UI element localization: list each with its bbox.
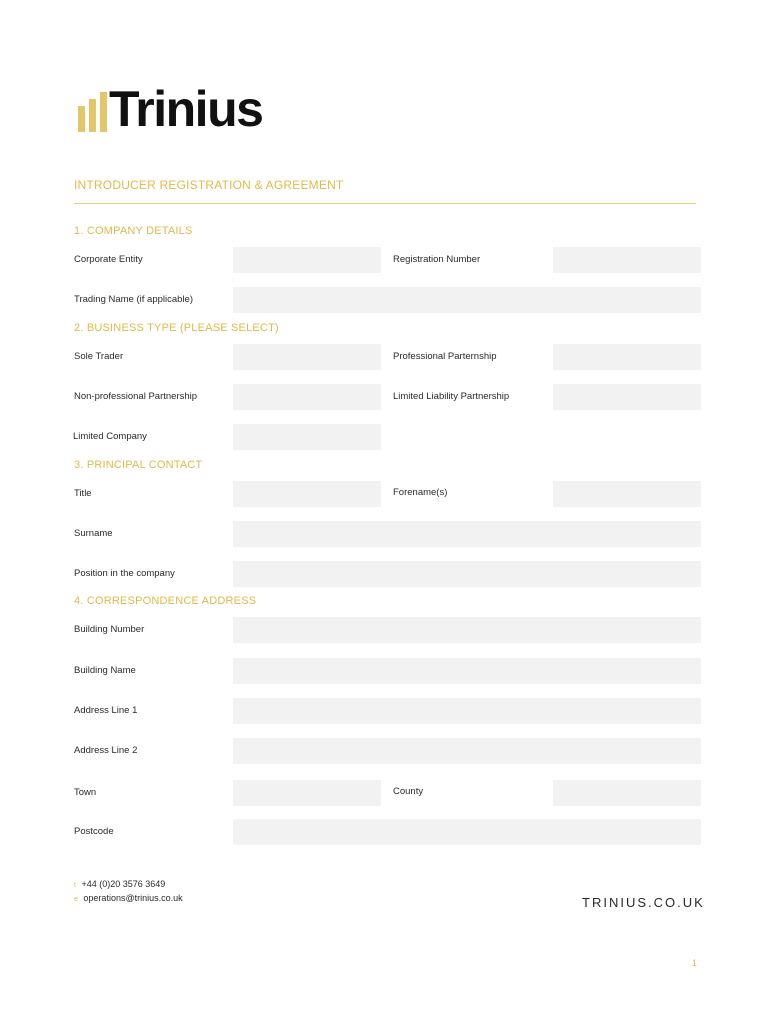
llp-field[interactable] (553, 384, 701, 410)
label-address-line-1: Address Line 1 (74, 705, 138, 716)
email-key: e (74, 896, 78, 903)
footer-phone (74, 878, 183, 892)
professional-partnership-field[interactable] (553, 344, 701, 370)
address-line-1-field[interactable] (233, 698, 701, 724)
surname-field[interactable] (233, 521, 701, 547)
email-address[interactable]: operations@trinius.co.uk (83, 893, 183, 903)
limited-company-field[interactable] (233, 424, 381, 450)
label-building-number: Building Number (74, 624, 145, 635)
logo-bars-icon (78, 92, 107, 132)
registration-number-field[interactable] (553, 247, 701, 273)
section-heading-principal-contact: 3. PRINCIPAL CONTACT (74, 459, 203, 471)
trading-name-field[interactable] (233, 287, 701, 313)
label-llp: Limited Liability Partnership (393, 391, 510, 402)
title-field[interactable] (233, 481, 381, 507)
phone-key: t (74, 882, 76, 889)
label-sole-trader: Sole Trader (74, 351, 124, 362)
label-title: Title (74, 488, 92, 499)
town-field[interactable] (233, 780, 381, 806)
document-title: INTRODUCER REGISTRATION & AGREEMENT (74, 178, 344, 192)
sole-trader-field[interactable] (233, 344, 381, 370)
label-forenames: Forename(s) (393, 487, 448, 498)
address-line-2-field[interactable] (233, 738, 701, 764)
title-divider (74, 203, 696, 204)
phone-number: +44 (0)20 3576 3649 (81, 879, 166, 889)
label-non-professional-partnership: Non-professional Partnership (74, 391, 198, 402)
label-address-line-2: Address Line 2 (74, 745, 138, 756)
label-position: Position in the company (74, 568, 175, 579)
corporate-entity-field[interactable] (233, 247, 381, 273)
footer-email (74, 892, 183, 906)
label-postcode: Postcode (74, 826, 114, 837)
postcode-field[interactable] (233, 819, 701, 845)
trinius-logo (78, 81, 263, 137)
section-heading-business-type: 2. BUSINESS TYPE (PLEASE SELECT) (74, 322, 279, 334)
label-limited-company: Limited Company (73, 431, 147, 442)
non-professional-partnership-field[interactable] (233, 384, 381, 410)
label-corporate-entity: Corporate Entity (74, 254, 143, 265)
position-field[interactable] (233, 561, 701, 587)
logo-wordmark: Trinius (109, 81, 263, 137)
section-heading-company: 1. COMPANY DETAILS (74, 225, 193, 237)
building-name-field[interactable] (233, 658, 701, 684)
forenames-field[interactable] (553, 481, 701, 507)
label-professional-partnership: Professional Parternship (393, 351, 497, 362)
label-registration-number: Registration Number (393, 254, 481, 265)
label-trading-name: Trading Name (if applicable) (74, 294, 193, 305)
county-field[interactable] (553, 780, 701, 806)
label-town: Town (74, 787, 97, 798)
page-number: 1 (692, 958, 698, 968)
label-surname: Surname (74, 528, 113, 539)
footer-contact (74, 878, 183, 906)
building-number-field[interactable] (233, 617, 701, 643)
label-building-name: Building Name (74, 665, 136, 676)
label-county: County (393, 786, 424, 797)
section-heading-address: 4. CORRESPONDENCE ADDRESS (74, 595, 257, 607)
website-link[interactable]: TRINIUS.CO.UK (582, 895, 705, 910)
